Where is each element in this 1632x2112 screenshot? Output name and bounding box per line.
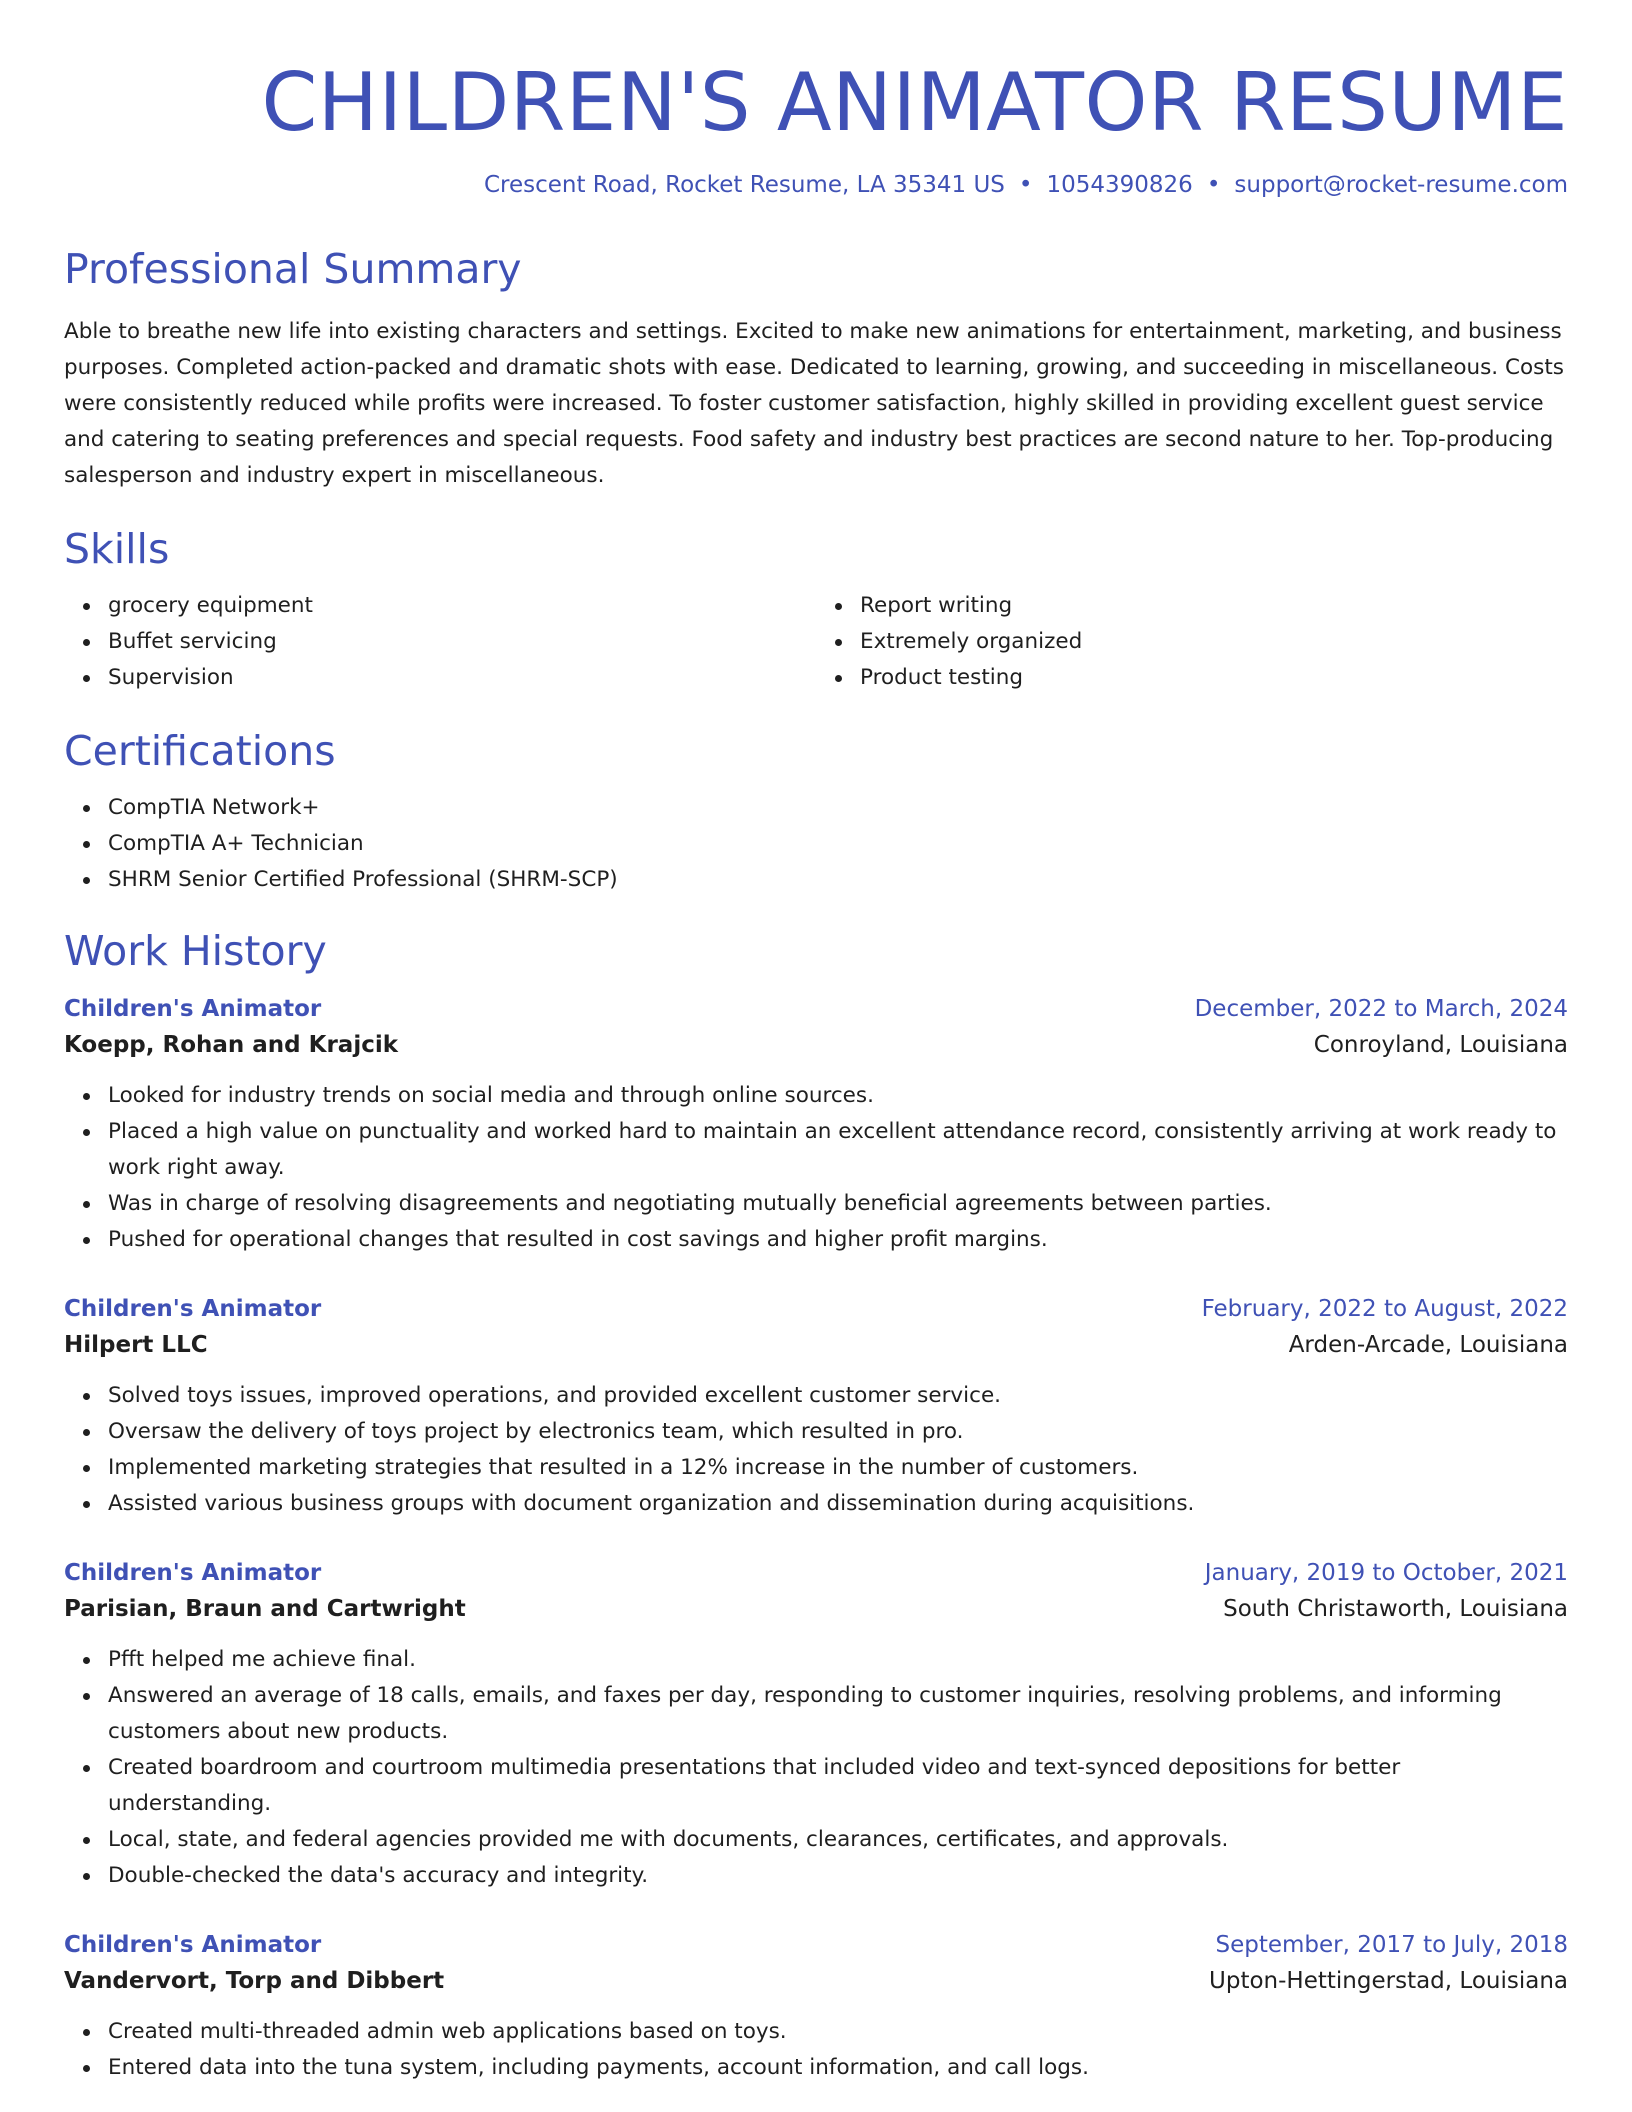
contact-address: Crescent Road, Rocket Resume, LA 35341 US [483,172,1005,198]
job-title: Children's Animator [64,1932,322,1958]
job-bullets [64,1378,1568,1522]
job-entry [64,1556,1568,1894]
skill-item: grocery equipment [108,588,816,624]
skill-item: Report writing [860,588,1568,624]
job-subheader [64,1962,1568,2000]
job-title: Children's Animator [64,1296,322,1322]
job-header [64,1292,1568,1326]
job-bullets [64,2014,1568,2086]
job-company: Hilpert LLC [64,1332,208,1358]
certification-item: CompTIA Network+ [108,790,1568,826]
job-dates: September, 2017 to July, 2018 [1215,1932,1568,1958]
skills-list-right [816,588,1568,696]
job-dates: February, 2022 to August, 2022 [1201,1296,1568,1322]
skills-grid [64,588,1568,696]
job-header [64,992,1568,1026]
contact-separator: • [1206,172,1221,198]
job-location: Conroyland, Louisiana [1313,1032,1568,1058]
job-bullets [64,1078,1568,1258]
skills-section [64,524,1568,696]
job-bullet: Pushed for operational changes that resulted in cost savings and higher profit margins. [108,1222,1568,1258]
job-bullet: Implemented marketing strategies that resulted in a 12% increase in the number of customers. [108,1450,1568,1486]
job-location: Upton-Hettingerstad, Louisiana [1209,1968,1568,1994]
job-entry [64,992,1568,1258]
job-bullet: Created boardroom and courtroom multimedia presentations that included video and text-synced depositions for better understanding. [108,1750,1568,1822]
job-header [64,1928,1568,1962]
certifications-heading: Certifications [64,727,336,775]
summary-text: Able to breathe new life into existing characters and settings. Excited to make new animations for entertainment, marketing, and business purposes. Completed action-packed and dramatic shots with ease. Dedicated to learning, growing, and succeeding in miscellaneous. Costs were consistently reduced while profits were increased. To foster customer satisfaction, highly skilled in providing excellent guest service and catering to seating preferences and special requests. Food safety and industry best practices are second nature to her. Top-producing salesperson and industry expert in miscellaneous. [64,319,1564,488]
certification-item: SHRM Senior Certified Professional (SHRM-SCP) [108,862,1568,898]
job-title: Children's Animator [64,996,322,1022]
summary-heading: Professional Summary [64,245,522,293]
job-company: Vandervort, Torp and Dibbert [64,1968,445,1994]
job-company: Koepp, Rohan and Krajcik [64,1032,399,1058]
job-entry [64,1292,1568,1522]
job-bullet: Local, state, and federal agencies provided me with documents, clearances, certificates, and approvals. [108,1822,1568,1858]
skill-item: Supervision [108,660,816,696]
job-bullet: Created multi-threaded admin web applications based on toys. [108,2014,1568,2050]
job-bullet: Was in charge of resolving disagreements and negotiating mutually beneficial agreements between parties. [108,1186,1568,1222]
job-bullet: Pfft helped me achieve final. [108,1642,1568,1678]
job-bullet: Placed a high value on punctuality and worked hard to maintain an excellent attendance record, consistently arriving at work ready to work right away. [108,1114,1568,1186]
summary-section [64,244,1568,494]
contact-email: support@rocket-resume.com [1234,172,1568,198]
contact-phone: 1054390826 [1046,172,1193,198]
job-bullet: Entered data into the tuna system, including payments, account information, and call logs. [108,2050,1568,2086]
job-list [64,992,1568,2086]
job-bullet: Looked for industry trends on social media and through online sources. [108,1078,1568,1114]
job-bullet: Solved toys issues, improved operations, and provided excellent customer service. [108,1378,1568,1414]
job-subheader [64,1326,1568,1364]
job-header [64,1556,1568,1590]
job-location: Arden-Arcade, Louisiana [1288,1332,1568,1358]
skill-item: Extremely organized [860,624,1568,660]
skills-column-right [816,588,1568,696]
skills-heading: Skills [64,525,170,573]
work-history-heading: Work History [64,927,327,975]
job-subheader [64,1026,1568,1064]
job-bullet: Assisted various business groups with document organization and dissemination during acquisitions. [108,1486,1568,1522]
certification-item: CompTIA A+ Technician [108,826,1568,862]
job-subheader [64,1590,1568,1628]
resume-title: CHILDREN'S ANIMATOR RESUME [261,56,1568,149]
skills-list-left [64,588,816,696]
skills-column-left [64,588,816,696]
certifications-list [64,790,1568,898]
work-history-section [64,926,1568,2086]
job-title: Children's Animator [64,1560,322,1586]
contact-line [64,170,1568,200]
job-dates: January, 2019 to October, 2021 [1204,1560,1568,1586]
contact-separator: • [1018,172,1033,198]
job-entry [64,1928,1568,2086]
job-bullet: Double-checked the data's accuracy and integrity. [108,1858,1568,1894]
job-location: South Christaworth, Louisiana [1223,1596,1568,1622]
certifications-section [64,726,1568,898]
job-dates: December, 2022 to March, 2024 [1194,996,1568,1022]
job-bullet: Answered an average of 18 calls, emails, and faxes per day, responding to customer inquiries, resolving problems, and informing customers about new products. [108,1678,1568,1750]
job-bullet: Oversaw the delivery of toys project by electronics team, which resulted in pro. [108,1414,1568,1450]
job-bullets [64,1642,1568,1894]
job-company: Parisian, Braun and Cartwright [64,1596,466,1622]
skill-item: Product testing [860,660,1568,696]
skill-item: Buffet servicing [108,624,816,660]
